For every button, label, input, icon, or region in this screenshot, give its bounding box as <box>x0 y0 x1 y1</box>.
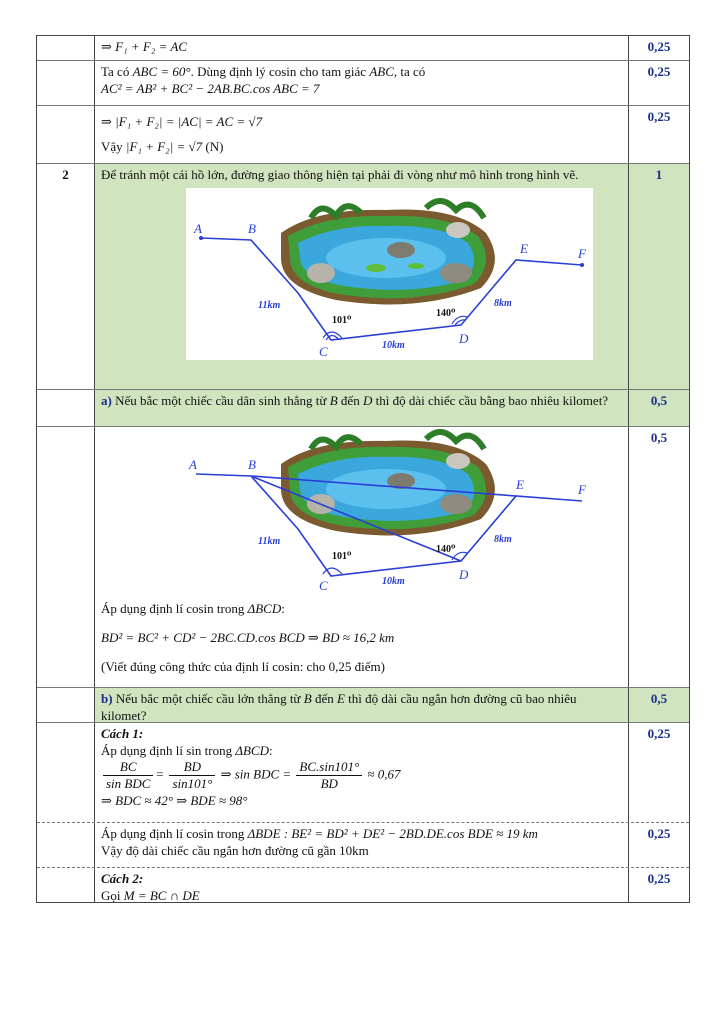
table-row <box>37 688 689 723</box>
score-cell: 1 <box>629 164 689 389</box>
point-label-c: C <box>319 344 328 359</box>
question-number-cell <box>37 36 95 60</box>
score-cell: 0,5 <box>629 688 689 722</box>
table-row <box>37 36 689 61</box>
method-1-title: Cách 1: <box>101 726 144 741</box>
score-cell: 0,5 <box>650 430 668 445</box>
bd-formula-line: BD² = BC² + CD² − 2BC.CD.cos BCD ⇒ BD ≈ 16,2 km <box>101 630 395 645</box>
table-row <box>37 723 689 823</box>
point-label-b: B <box>248 457 256 472</box>
question-number-cell: 2 <box>37 164 95 389</box>
length-label-cd: 10km <box>382 340 405 351</box>
solution-cell <box>95 61 629 105</box>
bridge-figure <box>186 429 593 592</box>
solution-cell <box>95 36 629 60</box>
lake-illustration <box>281 432 495 535</box>
table-row <box>37 106 689 164</box>
score-cell: 0,25 <box>647 109 671 124</box>
lake-road-diagram <box>186 188 593 360</box>
angle-label-c: 101⁰ <box>332 315 352 326</box>
apply-cosine-line: Áp dụng định lí cosin trong ΔBCD: <box>101 601 285 616</box>
point-label-a: A <box>194 221 202 236</box>
magnitude-line: ⇒ |F₁ + F₂| = |AC| = AC = √7 <box>101 114 263 129</box>
score-cell: 0,25 <box>647 39 671 54</box>
angle-result-line: ⇒ BDC ≈ 42° ⇒ BDE ≈ 98° <box>101 793 248 808</box>
length-label-cd: 10km <box>382 576 405 587</box>
table-row <box>37 868 689 902</box>
table-row <box>37 61 689 106</box>
cosine-formula-line: AC² = AB² + BC² − 2AB.BC.cos ABC = 7 <box>101 81 320 96</box>
define-m-line: Gọi M = BC ∩ DE <box>101 888 200 903</box>
sine-law-formula: $\frac{BC}{\text{sin BDC}}$ = $\frac{BD}{\sin 101^\circ}$ ⇒ sin BDC = $\frac{BC.\sin 101^\circ}{BD}$ ≈ 0,67 <box>101 759 622 792</box>
lake-illustration <box>281 201 495 304</box>
angle-label-d: 140⁰ <box>436 308 456 319</box>
solution-cell <box>95 823 629 867</box>
point-label-b: B <box>248 221 256 236</box>
question-number-cell <box>37 823 95 867</box>
score-cell: 0,25 <box>647 826 671 841</box>
score-cell: 0,5 <box>629 390 689 426</box>
question-number-cell <box>37 106 95 163</box>
question-number-cell <box>37 390 95 426</box>
table-row <box>37 427 689 688</box>
point-label-f: F <box>578 246 586 261</box>
answer-table <box>36 35 690 903</box>
final-answer-line: Vậy độ dài chiếc cầu ngắn hơn đường cũ gần 10km <box>101 843 369 858</box>
solution-cell <box>95 723 629 822</box>
question-number-cell <box>37 61 95 105</box>
cosine-intro-line: Ta có ABC = 60°. Dùng định lý cosin cho tam giác ABC, ta có <box>101 64 426 79</box>
lake-figure <box>186 188 593 360</box>
score-cell: 0,25 <box>647 64 671 79</box>
problem-statement: Để tránh một cái hồ lớn, đường giao thông hiện tại phải đi vòng như mô hình trong hình vẽ. <box>101 167 579 182</box>
apply-sine-line: Áp dụng định lí sin trong ΔBCD: <box>101 743 273 758</box>
point-label-d: D <box>459 331 469 346</box>
angle-label-d: 140⁰ <box>436 544 456 555</box>
solution-cell: b) Nếu bắc một chiếc cầu lớn thẳng từ B đến E thì độ dài cầu ngắn hơn đường cũ bao nhiêu kilomet? <box>95 688 629 722</box>
bridge-diagram <box>186 429 593 592</box>
table-row <box>37 823 689 868</box>
question-number-cell <box>37 688 95 722</box>
point-label-e: E <box>520 241 528 256</box>
table-row <box>37 164 689 390</box>
score-cell: 0,25 <box>647 726 671 741</box>
length-label-bc: 11km <box>258 536 281 547</box>
vector-sum-line: ⇒ F₁ + F₂ = AC <box>101 39 187 54</box>
conclusion-line: Vậy |F₁ + F₂| = √7 (N) <box>101 139 224 154</box>
point-label-e: E <box>516 477 524 492</box>
solution-cell <box>95 106 629 163</box>
length-label-de: 8km <box>494 298 512 309</box>
apply-cosine-bde-line: Áp dụng định lí cosin trong ΔBDE : BE² = BD² + DE² − 2BD.DE.cos BDE ≈ 19 km <box>101 826 538 841</box>
question-number-cell <box>37 868 95 902</box>
angle-label-c: 101⁰ <box>332 551 352 562</box>
question-number-cell <box>37 723 95 822</box>
solution-cell <box>95 868 629 902</box>
score-cell: 0,25 <box>647 871 671 886</box>
solution-cell <box>95 427 629 687</box>
point-label-d: D <box>459 567 469 582</box>
solution-cell: a) Nếu bắc một chiếc cầu dân sinh thẳng từ B đến D thì độ dài chiếc cầu bằng bao nhiêu kilomet? <box>95 390 629 426</box>
solution-cell <box>95 164 629 389</box>
method-2-title: Cách 2: <box>101 871 144 886</box>
length-label-de: 8km <box>494 534 512 545</box>
table-row <box>37 390 689 427</box>
point-label-a: A <box>189 457 197 472</box>
point-label-c: C <box>319 578 328 592</box>
question-number-cell <box>37 427 95 687</box>
grading-note: (Viết đúng công thức của định lí cosin: cho 0,25 điểm) <box>101 659 385 674</box>
point-label-f: F <box>578 482 586 497</box>
length-label-bc: 11km <box>258 300 281 311</box>
